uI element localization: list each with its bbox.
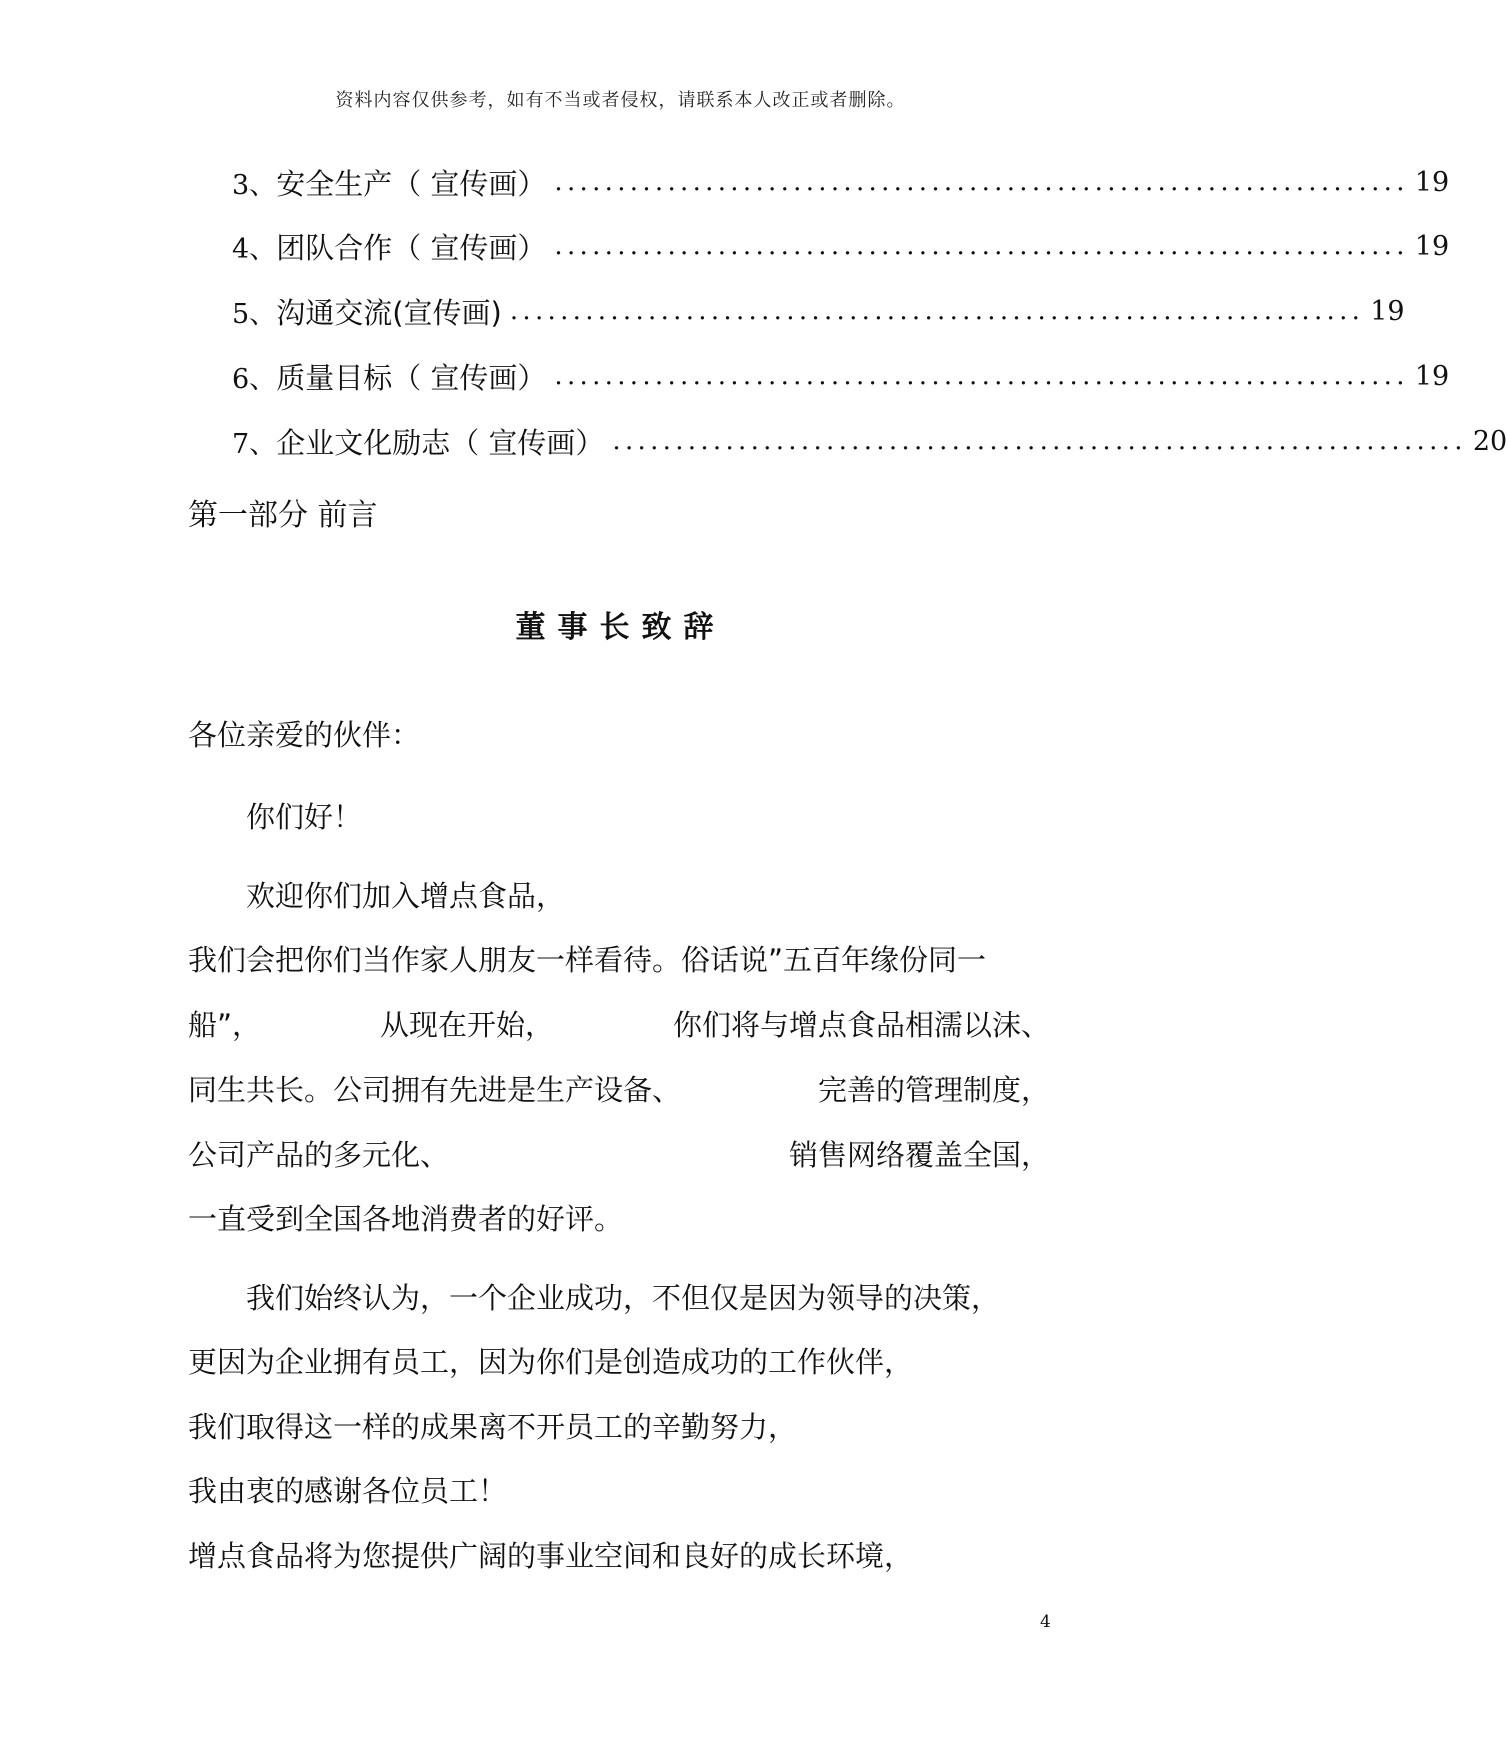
letter-salutation: 各位亲爱的伙伴： bbox=[188, 718, 421, 752]
toc-entry-page: 19 bbox=[1414, 166, 1450, 198]
toc-leader-dots: .................................................................... bbox=[554, 231, 1409, 261]
toc-entry-number: 6、 bbox=[232, 363, 277, 395]
line-segment: 你们将与增点食品相濡以沫、 bbox=[672, 1008, 1050, 1042]
toc-leader-dots: .................................................................... bbox=[509, 296, 1365, 326]
section-heading: 第一部分 前言 bbox=[188, 498, 378, 533]
paragraph-line: 增点食品将为您提供广阔的事业空间和良好的成长环境， bbox=[188, 1539, 914, 1573]
toc-leader-dots: .................................................................... bbox=[554, 361, 1409, 391]
paragraph-line bbox=[188, 1003, 1050, 1044]
toc-entry[interactable] bbox=[232, 160, 1450, 204]
paragraph-line: 更因为企业拥有员工，因为你们是创造成功的工作伙伴， bbox=[188, 1345, 914, 1379]
line-segment: 公司产品的多元化、 bbox=[188, 1138, 450, 1172]
toc-leader-dots: .................................................................... bbox=[612, 426, 1467, 456]
toc-entry-title: 企业文化励志（ 宣传画） bbox=[276, 425, 605, 460]
line-segment: 销售网络覆盖全国， bbox=[788, 1138, 1050, 1172]
toc-leader-dots: .................................................................... bbox=[554, 167, 1409, 197]
page-number: 4 bbox=[1040, 1612, 1051, 1632]
toc-entry-title: 沟通交流(宣传画) bbox=[276, 295, 502, 330]
toc-entry-title: 质量目标（ 宣传画） bbox=[276, 360, 547, 395]
toc-entry-page: 20 bbox=[1472, 425, 1507, 457]
paragraph-line: 我由衷的感谢各位员工！ bbox=[188, 1474, 508, 1508]
toc-entry-number: 5、 bbox=[232, 298, 277, 330]
line-segment: 船”， bbox=[188, 1008, 262, 1042]
toc-entry-title: 安全生产（ 宣传画） bbox=[276, 166, 547, 201]
line-segment: 完善的管理制度， bbox=[817, 1073, 1050, 1107]
toc-entry-title: 团队合作（ 宣传画） bbox=[276, 230, 547, 265]
paragraph-line: 我们取得这一样的成果离不开员工的辛勤努力， bbox=[188, 1410, 798, 1444]
paragraph-line bbox=[188, 1068, 1050, 1109]
line-segment: 同生共长。公司拥有先进是生产设备、 bbox=[188, 1073, 682, 1107]
letter-title: 董事长致辞 bbox=[515, 610, 726, 645]
paragraph-line: 一直受到全国各地消费者的好评。 bbox=[188, 1202, 624, 1236]
paragraph-line bbox=[188, 1133, 1050, 1174]
paragraph-line: 欢迎你们加入增点食品， bbox=[246, 879, 566, 913]
toc-entry-page: 19 bbox=[1370, 295, 1405, 327]
paragraph-line: 我们始终认为，一个企业成功，不但仅是因为领导的决策， bbox=[246, 1281, 1001, 1315]
toc-entry-number: 4、 bbox=[232, 233, 277, 265]
toc-entry-page: 19 bbox=[1414, 230, 1450, 262]
toc-entry-number: 3、 bbox=[232, 169, 277, 201]
toc-entry[interactable] bbox=[232, 419, 1507, 463]
letter-greeting: 你们好！ bbox=[246, 800, 363, 834]
paragraph-line: 我们会把你们当作家人朋友一样看待。俗话说”五百年缘份同一 bbox=[188, 943, 987, 977]
toc-entry[interactable] bbox=[232, 354, 1450, 398]
toc-entry-number: 7、 bbox=[232, 428, 277, 460]
toc-entry[interactable] bbox=[232, 289, 1405, 333]
toc-entry[interactable] bbox=[232, 224, 1450, 268]
toc-entry-page: 19 bbox=[1414, 360, 1450, 392]
disclaimer-header: 资料内容仅供参考，如有不当或者侵权，请联系本人改正或者删除。 bbox=[335, 90, 906, 111]
line-segment: 从现在开始， bbox=[380, 1008, 555, 1042]
